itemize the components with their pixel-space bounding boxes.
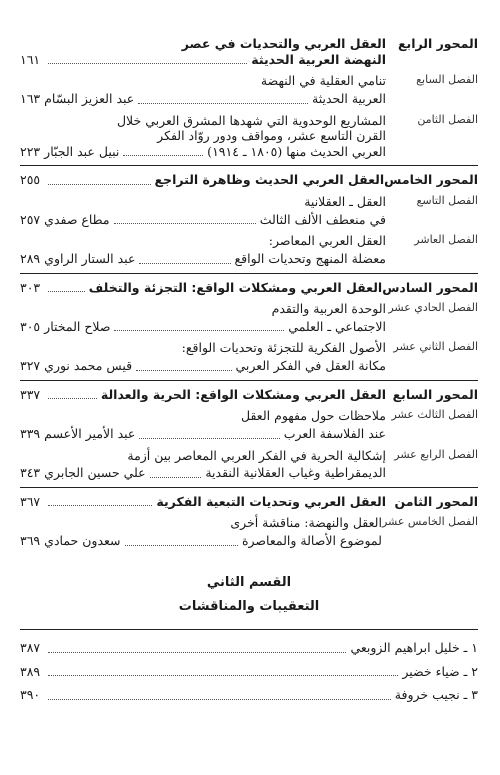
chapter-11-page: ٣٠٥ — [20, 318, 41, 334]
chapter-15-title-line1: العقل والنهضة: مناقشة أخرى — [230, 515, 382, 531]
leader-dots — [125, 545, 238, 546]
chapter-12-entry — [20, 340, 478, 373]
part-8-entry — [20, 487, 478, 510]
chapter-8-title-line1: المشاريع الوحدوية التي شهدها المشرق العربي خلال — [116, 112, 386, 128]
chapter-9-author: مطاع صفدي — [44, 211, 110, 227]
section-2-title: القسم الثاني — [206, 574, 292, 590]
comment-item-text: ٢ ـ ضياء خضير — [402, 663, 478, 679]
chapter-12-title-line1: الأصول الفكرية للتجزئة وتحديات الواقع: — [181, 340, 386, 356]
chapter-13-label: الفصل الثالث عشر — [391, 408, 478, 422]
chapter-15-author: سعدون حمادي — [44, 533, 121, 548]
chapter-13-page: ٣٣٩ — [20, 425, 41, 441]
comment-item-page: ٣٨٩ — [20, 663, 41, 679]
part-6-page: ٣٠٣ — [20, 279, 41, 295]
comment-item-page: ٣٨٧ — [20, 640, 41, 656]
part-6-title: العقل العربي ومشكلات الواقع: التجزئة والتخلف — [88, 279, 383, 295]
chapter-8-author: نبيل عبد الجبّار — [44, 143, 120, 159]
part-8-title: العقل العربي وتحديات التبعية الفكرية — [156, 493, 386, 509]
chapter-10-author: عبد الستار الراوي — [44, 250, 136, 266]
leader-dots — [48, 184, 150, 185]
part-4-title-line1: العقل العربي والتحديات في عصر — [181, 36, 386, 51]
chapter-10-title-line1: العقل العربي المعاصر: — [268, 233, 386, 249]
chapter-10-entry — [20, 233, 478, 266]
part-5-entry — [20, 165, 478, 188]
part-5-page: ٢٥٥ — [20, 172, 41, 188]
chapter-13-entry — [20, 408, 478, 441]
chapter-11-title-line2: الاجتماعي ـ العلمي — [288, 318, 386, 334]
chapter-12-title-line2: مكانة العقل في الفكر العربي — [235, 358, 386, 373]
chapter-15-entry — [20, 515, 478, 548]
chapter-11-title-line1: الوحدة العربية والتقدم — [271, 301, 386, 317]
chapter-10-label: الفصل العاشر — [414, 233, 478, 247]
chapter-8-title-line2: القرن التاسع عشر، ومواقف ودور روّاد الفكر — [157, 128, 386, 144]
part-4-entry — [20, 30, 478, 67]
chapter-8-label: الفصل الثامن — [417, 112, 478, 126]
comment-item-text: ١ ـ خليل ابراهيم الزوبعي — [350, 640, 478, 656]
chapter-8-page: ٢٢٣ — [20, 143, 41, 159]
chapter-14-entry — [20, 448, 478, 481]
part-7-title: العقل العربي ومشكلات الواقع: الحرية والعدالة — [100, 386, 386, 402]
comment-item — [20, 640, 478, 656]
comment-item — [20, 687, 478, 703]
leader-dots — [114, 330, 284, 331]
leader-dots — [136, 370, 231, 371]
leader-dots — [48, 505, 152, 506]
part-7-page: ٣٣٧ — [20, 386, 41, 402]
chapter-7-label: الفصل السابع — [416, 73, 478, 87]
leader-dots — [48, 291, 85, 292]
part-8-page: ٣٦٧ — [20, 493, 41, 509]
chapter-9-title-line1: العقل ـ العقلانية — [304, 194, 386, 209]
chapter-8-title-line3: العربي الحديث منها (١٨٠٥ ـ ١٩١٤) — [207, 143, 386, 159]
chapter-13-author: عبد الأمير الأعسم — [44, 425, 136, 441]
chapter-10-page: ٢٨٩ — [20, 250, 41, 266]
part-7-entry — [20, 380, 478, 403]
chapter-14-title-line2: الديمقراطية وغياب العقلانية النقدية — [205, 465, 386, 481]
part-5-title: العقل العربي الحديث وظاهرة التراجع — [154, 172, 385, 188]
chapter-7-entry — [20, 73, 478, 106]
chapter-13-title-line1: ملاحظات حول مفهوم العقل — [241, 408, 386, 424]
comments-list — [20, 629, 478, 703]
part-6-label: المحور السادس — [382, 279, 478, 295]
part-5-label: المحور الخامس — [384, 172, 478, 188]
chapter-14-title-line1: إشكالية الحرية في الفكر العربي المعاصر بين أزمة — [127, 447, 386, 463]
chapter-7-author: عبد العزيز البسّام — [44, 90, 135, 106]
leader-dots — [138, 103, 308, 104]
chapter-8-entry — [20, 113, 478, 160]
chapter-14-page: ٣٤٣ — [20, 465, 41, 481]
chapter-11-label: الفصل الحادي عشر — [388, 301, 478, 315]
leader-dots — [139, 263, 230, 264]
chapter-15-title-line2: لموضوع الأصالة والمعاصرة — [241, 533, 382, 548]
chapter-9-label: الفصل التاسع — [416, 194, 478, 207]
leader-dots — [48, 675, 398, 676]
leader-dots — [48, 63, 247, 64]
chapter-13-title-line2: عند الفلاسفة العرب — [283, 425, 386, 441]
part-7-label: المحور السابع — [392, 386, 478, 402]
leader-dots — [139, 438, 279, 439]
section-2-heading — [20, 575, 478, 616]
chapter-12-label: الفصل الثاني عشر — [393, 340, 478, 354]
chapter-9-title-line2: في منعطف الألف الثالث — [259, 211, 386, 227]
comment-item-page: ٣٩٠ — [20, 687, 41, 703]
leader-dots — [150, 477, 202, 478]
chapter-14-label: الفصل الرابع عشر — [394, 447, 478, 461]
chapter-12-author: قيس محمد نوري — [44, 358, 133, 373]
chapter-12-page: ٣٢٧ — [20, 358, 41, 373]
chapter-9-page: ٢٥٧ — [20, 211, 41, 227]
leader-dots — [48, 699, 391, 700]
leader-dots — [114, 223, 256, 224]
chapter-11-author: صلاح المختار — [44, 318, 111, 334]
comment-item — [20, 664, 478, 680]
part-6-entry — [20, 273, 478, 296]
leader-dots — [123, 155, 203, 156]
section-2-subtitle: التعقيبات والمناقشات — [178, 598, 320, 614]
chapter-11-entry — [20, 301, 478, 334]
comment-item-text: ٣ ـ نجيب خروفة — [394, 687, 478, 703]
chapter-9-entry — [20, 194, 478, 227]
chapter-15-label: الفصل الخامس عشر — [381, 515, 478, 529]
chapter-7-page: ١٦٣ — [20, 90, 41, 106]
chapter-15-page: ٣٦٩ — [20, 533, 41, 548]
part-8-label: المحور الثامن — [394, 493, 478, 509]
part-4-page: ١٦١ — [20, 51, 41, 67]
leader-dots — [48, 652, 346, 653]
chapter-10-title-line2: معضلة المنهج وتحديات الواقع — [234, 250, 386, 266]
leader-dots — [48, 398, 97, 399]
chapter-7-title-line2: العربية الحديثة — [312, 90, 386, 106]
chapter-14-author: علي حسين الجابري — [44, 465, 146, 481]
part-4-title-line2: النهضة العربية الحديثة — [251, 51, 386, 67]
chapter-7-title-line1: تنامي العقلية في النهضة — [260, 73, 386, 89]
part-4-label: المحور الرابع — [397, 36, 478, 51]
